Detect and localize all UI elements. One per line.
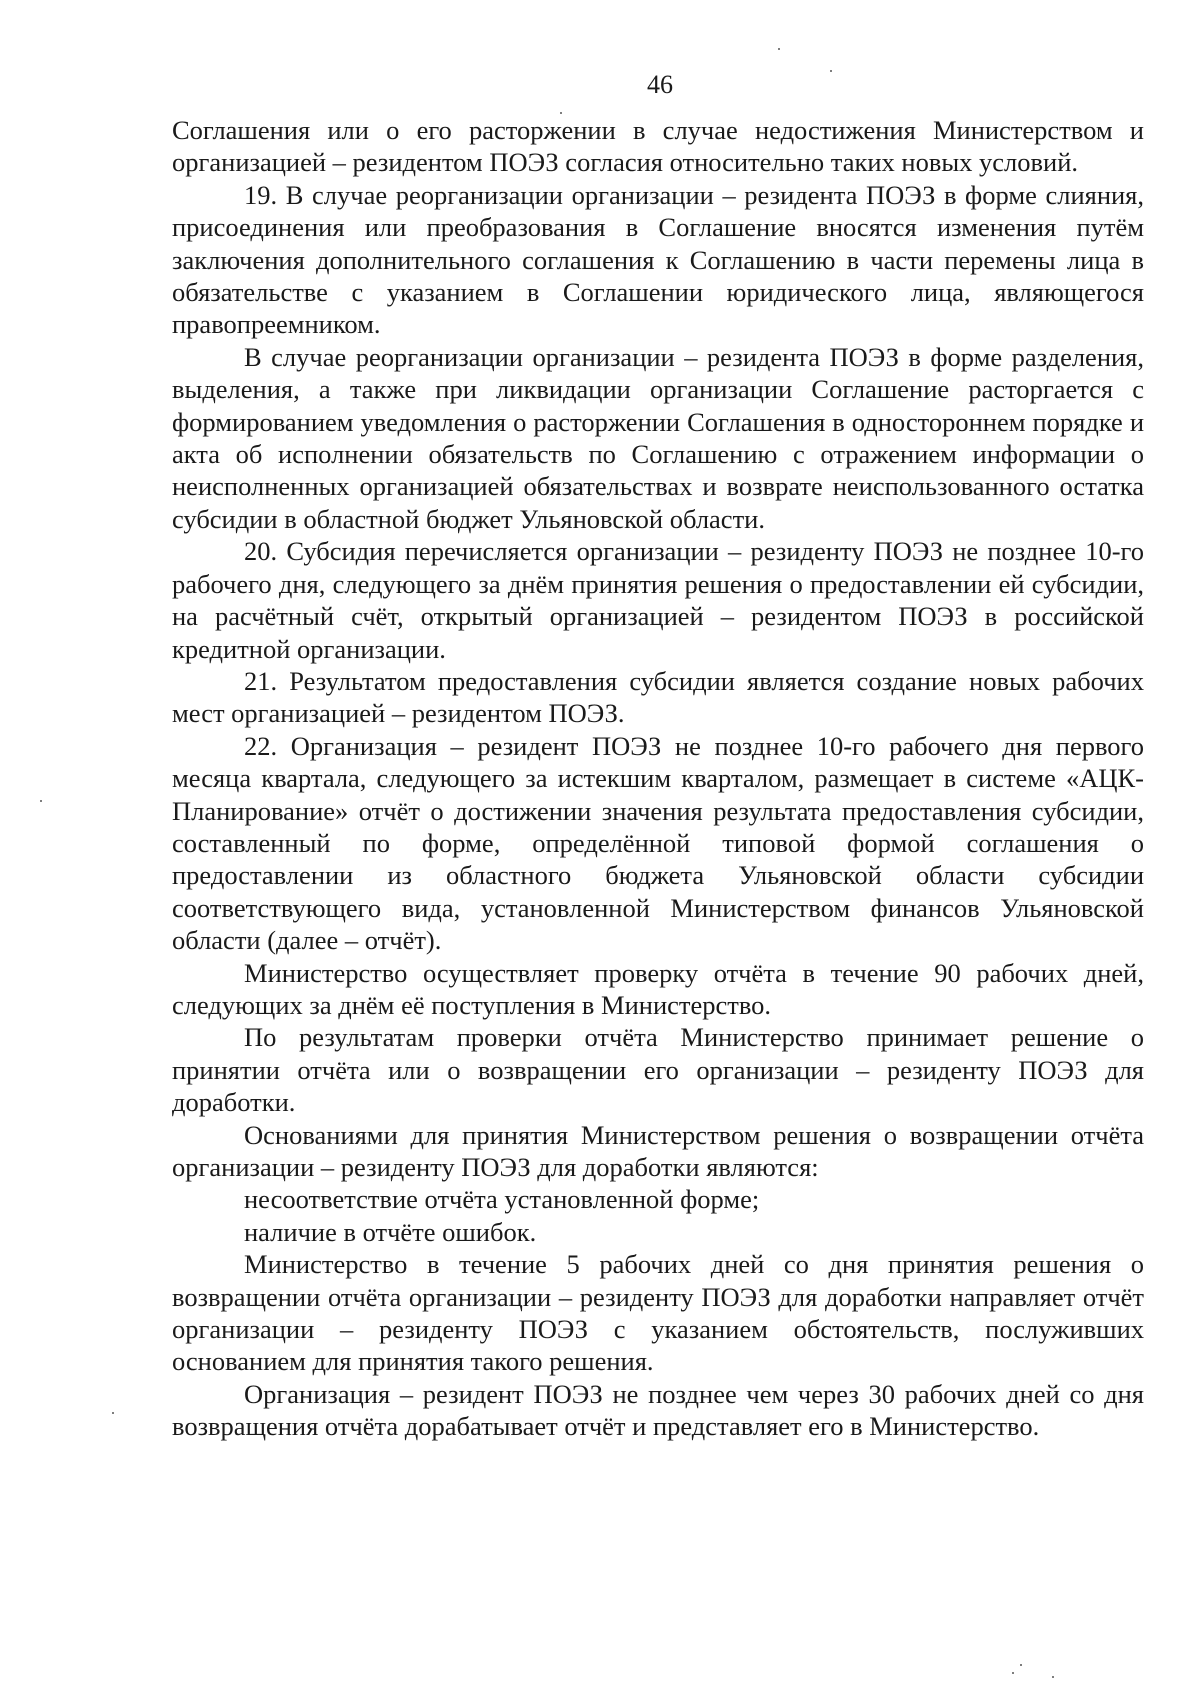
scan-speck xyxy=(1020,1664,1022,1666)
paragraph-20: 20. Субсидия перечисляется организации – резиденту ПОЭЗ не позднее 10-го рабочего дня, следующего за днём принятия решения о предоставлении ей субсидии, на расчётный счёт, открытый организацией – резидентом ПОЭЗ в российской кредитной организации. xyxy=(172,536,1144,664)
document-body xyxy=(172,114,1144,1443)
paragraph-check-results: По результатам проверки отчёта Министерство принимает решение о принятии отчёта или о возвращении его организации – резиденту ПОЭЗ для доработки. xyxy=(172,1022,1144,1118)
scan-speck xyxy=(40,800,42,802)
paragraph-21: 21. Результатом предоставления субсидии является создание новых рабочих мест организацией – резидентом ПОЭЗ. xyxy=(172,665,1144,729)
paragraph-return-notice: Министерство в течение 5 рабочих дней со дня принятия решения о возвращении отчёта организации – резиденту ПОЭЗ для доработки направляет отчёт организации – резиденту ПОЭЗ с указанием обстоятельств, послуживших основанием для принятия такого решения. xyxy=(172,1249,1144,1377)
scan-speck xyxy=(560,112,562,114)
paragraph-reorganization-division: В случае реорганизации организации – резидента ПОЭЗ в форме разделения, выделения, а также при ликвидации организации Соглашение расторгается с формированием уведомления о расторжении Соглашения в одностороннем порядке и акта об исполнении обязательств по Соглашению с отражением информации о неисполненных организацией обязательствах и возврате неиспользованного остатка субсидии в областной бюджет Ульяновской области. xyxy=(172,341,1144,534)
scan-speck xyxy=(778,48,780,50)
paragraph-report-check: Министерство осуществляет проверку отчёта в течение 90 рабочих дней, следующих за днём её поступления в Министерство. xyxy=(172,957,1144,1020)
list-item-form-mismatch: несоответствие отчёта установленной форме; xyxy=(244,1184,760,1215)
scan-speck xyxy=(1052,1676,1054,1678)
page-number: 46 xyxy=(647,70,673,99)
scan-speck xyxy=(112,1412,114,1414)
list-item-errors: наличие в отчёте ошибок. xyxy=(244,1216,537,1247)
paragraph-continuation: Соглашения или о его расторжении в случае недостижения Министерством и организацией – резидентом ПОЭЗ согласия относительно таких новых условий. xyxy=(172,115,1144,178)
scan-speck xyxy=(830,70,832,72)
scan-speck xyxy=(1012,1672,1014,1674)
paragraph-22: 22. Организация – резидент ПОЭЗ не позднее 10-го рабочего дня первого месяца квартала, следующего за истекшим кварталом, размещает в системе «АЦК-Планирование» отчёт о достижении значения результата предоставления субсидии, составленный по форме, определённой типовой формой соглашения о предоставлении из областного бюджета Ульяновской области субсидии соответствующего вида, установленной Министерством финансов Ульяновской области (далее – отчёт). xyxy=(172,730,1144,956)
paragraph-19: 19. В случае реорганизации организации – резидента ПОЭЗ в форме слияния, присоединения или преобразования в Соглашение вносятся изменения путём заключения дополнительного соглашения к Соглашению в части перемены лица в обязательстве с указанием в Соглашении юридического лица, являющегося правопреемником. xyxy=(172,179,1144,340)
paragraph-resubmission: Организация – резидент ПОЭЗ не позднее чем через 30 рабочих дней со дня возвращения отчёта дорабатывает отчёт и представляет его в Министерство. xyxy=(172,1378,1144,1442)
paragraph-return-grounds: Основаниями для принятия Министерством решения о возвращении отчёта организации – резиденту ПОЭЗ для доработки являются: xyxy=(172,1119,1144,1182)
